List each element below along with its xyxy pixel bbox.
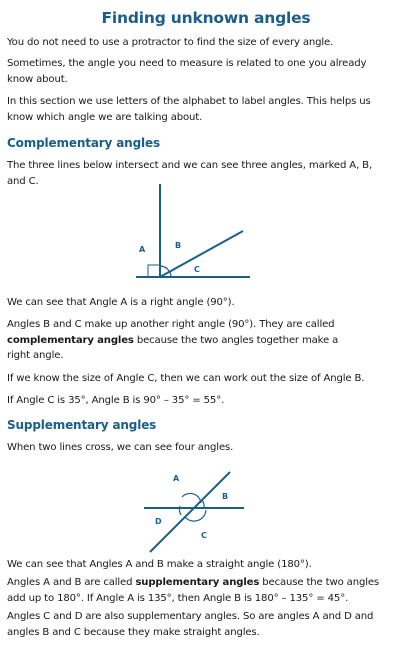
angle-label-c: C: [194, 265, 200, 274]
angle-label-b: B: [175, 241, 182, 250]
complementary-lead: The three lines below intersect and we can see three angles, marked A, B, and C.: [7, 160, 373, 187]
supplementary-p1: We can see that Angles A and B make a straight angle (180°).: [7, 559, 312, 570]
angle-label-b: B: [222, 492, 229, 501]
complementary-p2: [7, 317, 347, 364]
supplementary-angles-diagram: [140, 466, 250, 556]
angle-c-arc: [185, 510, 206, 521]
complementary-term: complementary angles: [7, 334, 134, 346]
intro-paragraph-2: Sometimes, the angle you need to measure is related to one you already know about.: [7, 58, 367, 85]
angle-b-arc: [160, 266, 169, 271]
intro-paragraph-3: In this section we use letters of the alphabet to label angles. This helps us know which angle we are talking about.: [7, 96, 371, 123]
angle-label-a: A: [173, 474, 180, 483]
complementary-p2-text: Angles B and C make up another right angle (90°). They are called: [7, 319, 335, 330]
page-title: Finding unknown angles: [101, 9, 311, 27]
complementary-angles-diagram: [128, 180, 258, 285]
diagonal-line: [150, 472, 230, 552]
supplementary-p2: [7, 575, 387, 606]
angle-label-a: A: [139, 245, 146, 254]
complementary-p1: We can see that Angle A is a right angle (90°).: [7, 297, 235, 308]
supplementary-p2-text: Angles A and B are called: [7, 577, 136, 588]
supplementary-p2-text-end: because the two angles add up to 180°. If Angle A is 135°, then Angle B is 180° – 135° = 45°.: [7, 577, 380, 604]
supplementary-heading: Supplementary angles: [7, 418, 157, 432]
supplementary-p3: Angles C and D are also supplementary angles. So are angles A and D and angles B and C because they make straight angles.: [7, 611, 374, 638]
angle-b-arc: [202, 500, 204, 508]
complementary-heading: Complementary angles: [7, 136, 160, 150]
right-angle-marker: [148, 265, 160, 277]
complementary-p4: If Angle C is 35°, Angle B is 90° – 35° = 55°.: [7, 395, 225, 406]
supplementary-lead: When two lines cross, we can see four angles.: [7, 442, 234, 453]
slanted-line: [160, 231, 243, 277]
angle-label-d: D: [155, 517, 162, 526]
angle-a-arc: [182, 493, 201, 503]
complementary-p2-text-end: because the two angles together make a right angle.: [7, 334, 339, 361]
complementary-p3: If we know the size of Angle C, then we can work out the size of Angle B.: [7, 373, 365, 384]
angle-label-c: C: [201, 531, 207, 540]
intro-paragraph-1: You do not need to use a protractor to find the size of every angle.: [7, 37, 334, 48]
supplementary-term: supplementary angles: [135, 577, 260, 588]
